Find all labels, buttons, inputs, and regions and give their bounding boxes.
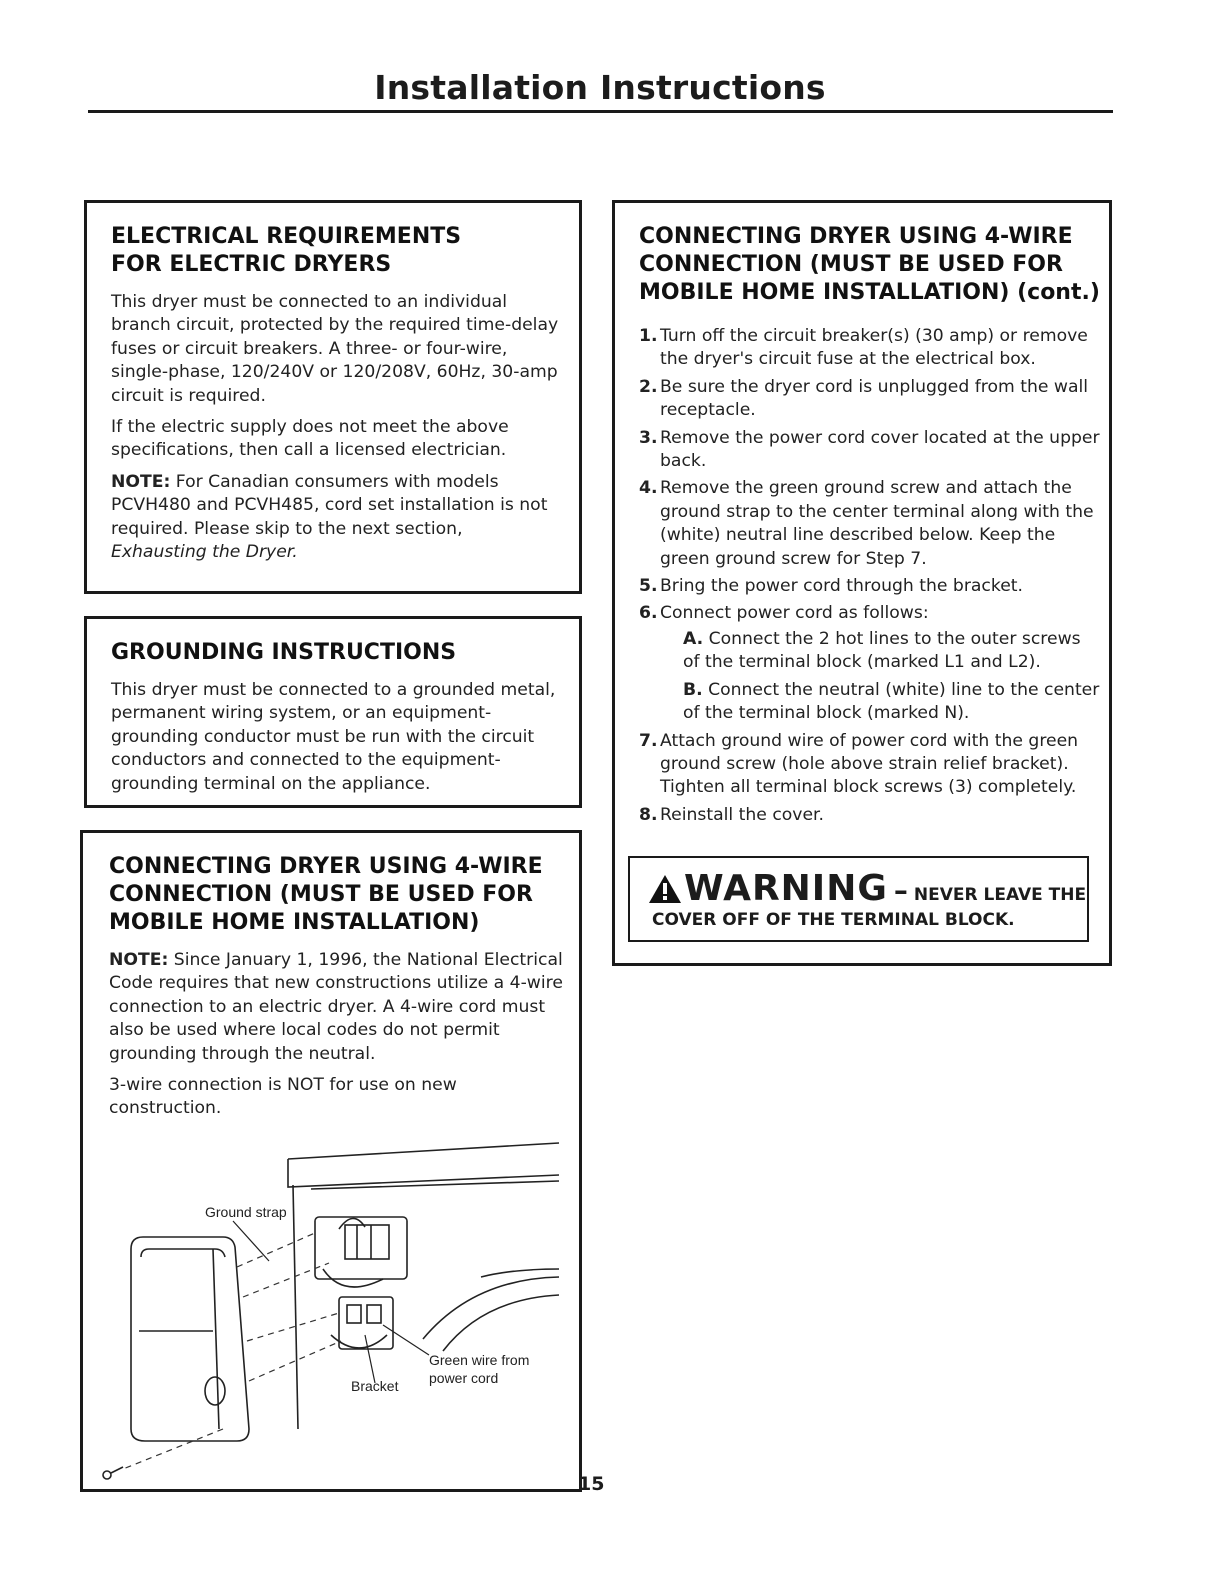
step-text: Attach ground wire of power cord with the green ground screw (hole above strain relief bracket). Tighten all terminal block screws (3) completely. bbox=[660, 730, 1079, 798]
step-number: 3. bbox=[639, 427, 658, 448]
electrical-requirements-box bbox=[84, 200, 582, 594]
four-wire-cont-box bbox=[612, 200, 1112, 966]
four-wire-heading-line3: MOBILE HOME INSTALLATION) bbox=[109, 910, 480, 935]
electrical-para2: If the electric supply does not meet the above specifications, then call a licensed electrician. bbox=[111, 417, 509, 461]
step-number: 5. bbox=[639, 576, 658, 597]
step-item bbox=[639, 376, 1101, 423]
four-wire-heading-line2: CONNECTION (MUST BE USED FOR bbox=[109, 882, 533, 907]
page-title: Installation Instructions bbox=[374, 68, 826, 107]
note-text: For Canadian consumers with models PCVH480 and PCVH485, cord set installation is not required. Please skip to the next section, bbox=[111, 471, 548, 539]
page-number: 15 bbox=[578, 1473, 605, 1495]
substep-label: B. bbox=[683, 679, 703, 700]
substep-label: A. bbox=[683, 628, 704, 649]
ground-strap-label: Ground strap bbox=[205, 1204, 287, 1220]
four-wire-heading-line1: CONNECTING DRYER USING 4-WIRE bbox=[109, 854, 543, 879]
step-item bbox=[639, 730, 1101, 800]
electrical-heading bbox=[111, 223, 563, 279]
note-italic-link: Exhausting the Dryer. bbox=[111, 542, 298, 563]
warning-box bbox=[628, 856, 1089, 942]
electrical-note bbox=[111, 471, 563, 565]
warning-word: WARNING bbox=[684, 868, 888, 909]
step-number: 6. bbox=[639, 603, 658, 624]
cont-heading-line2: CONNECTION (MUST BE USED FOR bbox=[639, 252, 1063, 277]
electrical-para1: This dryer must be connected to an individual branch circuit, protected by the required time-delay fuses or circuit breakers. A three- or four-wire, single-phase, 120/240V or 120/208V, 60Hz, 30-amp circuit is required. bbox=[111, 292, 559, 406]
electrical-heading-line2: FOR ELECTRIC DRYERS bbox=[111, 252, 392, 277]
cont-heading-line3: MOBILE HOME INSTALLATION) (cont.) bbox=[639, 280, 1100, 305]
grounding-heading: GROUNDING INSTRUCTIONS bbox=[111, 640, 457, 665]
step-item bbox=[639, 575, 1101, 598]
four-wire-box bbox=[80, 830, 582, 1492]
step-number: 8. bbox=[639, 804, 658, 825]
warning-dash: – bbox=[893, 874, 908, 907]
wiring-diagram bbox=[83, 1129, 579, 1489]
warning-tail: NEVER LEAVE THE bbox=[913, 885, 1087, 905]
substep-text: Connect the neutral (white) line to the center of the terminal block (marked N). bbox=[683, 679, 1100, 724]
step-number: 7. bbox=[639, 730, 658, 751]
substep-item bbox=[660, 628, 1101, 675]
four-wire-cont-heading bbox=[639, 223, 1101, 307]
step-number: 1. bbox=[639, 326, 658, 346]
substeps-list bbox=[660, 628, 1101, 726]
step-text: Remove the power cord cover located at the upper back. bbox=[660, 427, 1100, 472]
green-wire-label-1: Green wire from bbox=[429, 1352, 530, 1368]
cont-heading-line1: CONNECTING DRYER USING 4-WIRE bbox=[639, 224, 1073, 249]
note-label: NOTE: bbox=[111, 471, 171, 492]
four-wire-note bbox=[109, 949, 565, 1066]
step-text: Bring the power cord through the bracket. bbox=[660, 576, 1024, 597]
four-wire-heading bbox=[109, 853, 565, 937]
bracket-label: Bracket bbox=[351, 1378, 399, 1394]
step-item bbox=[639, 477, 1101, 571]
step-text: Reinstall the cover. bbox=[660, 804, 824, 825]
four-wire-note-label: NOTE: bbox=[109, 950, 169, 970]
step-item bbox=[639, 804, 1101, 827]
warning-line1 bbox=[648, 868, 1086, 909]
step-text: Remove the green ground screw and attach the ground strap to the center terminal along with the (white) neutral line described below. Keep the green ground screw for Step 7. bbox=[660, 478, 1094, 569]
warning-line2: COVER OFF OF THE TERMINAL BLOCK. bbox=[652, 910, 1015, 930]
four-wire-para2: 3-wire connection is NOT for use on new construction. bbox=[109, 1075, 457, 1119]
step-text: Connect power cord as follows: bbox=[660, 603, 929, 624]
electrical-heading-line1: ELECTRICAL REQUIREMENTS bbox=[111, 224, 462, 249]
step-text: Turn off the circuit breaker(s) (30 amp) or remove the dryer's circuit fuse at the electrical box. bbox=[660, 326, 1088, 370]
step-number: 2. bbox=[639, 376, 658, 397]
steps-list bbox=[639, 325, 1101, 827]
substep-item bbox=[660, 679, 1101, 726]
warning-triangle-icon bbox=[648, 874, 682, 904]
substep-text: Connect the 2 hot lines to the outer screws of the terminal block (marked L1 and L2). bbox=[683, 628, 1081, 673]
step-item bbox=[639, 602, 1101, 725]
title-rule bbox=[88, 110, 1113, 113]
four-wire-note-text: Since January 1, 1996, the National Electrical Code requires that new constructions utilize a 4-wire connection to an electric dryer. A 4-wire cord must also be used where local codes do not permit grounding through the neutral. bbox=[109, 950, 563, 1064]
step-number: 4. bbox=[639, 478, 658, 499]
grounding-box bbox=[84, 616, 582, 808]
grounding-para: This dryer must be connected to a grounded metal, permanent wiring system, or an equipment-grounding conductor must be run with the circuit conductors and connected to the equipment-grounding terminal on the appliance. bbox=[111, 680, 556, 794]
green-wire-label-2: power cord bbox=[429, 1370, 499, 1386]
step-item bbox=[639, 325, 1101, 372]
step-text: Be sure the dryer cord is unplugged from the wall receptacle. bbox=[660, 376, 1089, 421]
step-item bbox=[639, 427, 1101, 474]
